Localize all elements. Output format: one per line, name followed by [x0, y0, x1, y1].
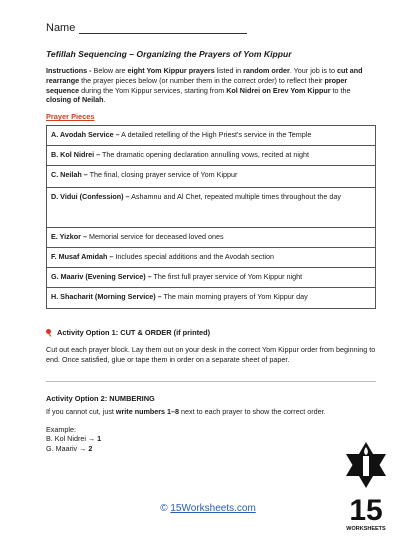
instructions-text: . Your job is to: [289, 66, 337, 75]
instructions-label: Instructions -: [46, 66, 94, 75]
activity-option-2-title: Activity Option 2: NUMBERING: [46, 393, 155, 403]
instructions-text: cut and rearrange: [46, 66, 363, 85]
activity-option-1-body: Cut out each prayer block. Lay them out on your desk in the correct Yom Kippur order from beginning to end. Once satisfied, glue or tape them in order on a separate sheet of paper.: [46, 345, 376, 364]
instructions-text: proper sequence: [46, 75, 348, 95]
activity-option-1-title: Activity Option 1: CUT & ORDER (if printed): [57, 328, 211, 338]
prayer-desc: Includes special additions and the Avodah section: [113, 252, 274, 262]
prayer-desc: Memorial service for deceased loved ones: [86, 232, 224, 242]
instructions-text: random order: [243, 66, 290, 75]
prayer-desc: The dramatic opening declaration annulling vows, recited at night: [100, 150, 309, 160]
example-number: 2: [88, 444, 93, 454]
prayer-list: [46, 125, 376, 309]
name-blank-line: [79, 23, 247, 34]
prayer-desc: Ashamnu and Al Chet, repeated multiple times throughout the day: [129, 192, 341, 202]
prayer-piece-b: [46, 145, 376, 165]
prayer-desc: The first full prayer service of Yom Kippur night: [151, 272, 303, 282]
star-of-david-icon: [346, 442, 386, 488]
worksheets-logo: [340, 438, 392, 538]
instructions-text: the prayer pieces below (or number them in the correct order) to reflect their: [79, 75, 325, 85]
prayer-desc: A detailed retelling of the High Priest's service in the Temple: [119, 130, 312, 140]
example-line-1: [46, 434, 370, 444]
instructions-text: Below are: [93, 66, 128, 75]
site-link[interactable]: 15Worksheets.com: [170, 503, 256, 514]
prayer-name: H. Shacharit (Morning Service) –: [51, 292, 162, 302]
instructions: [46, 66, 376, 105]
worksheet-title: Tefillah Sequencing – Organizing the Prayers of Yom Kippur: [46, 49, 292, 59]
example-text: G. Maariv →: [46, 444, 89, 454]
copyright-symbol: ©: [160, 503, 168, 514]
instructions-text: to the: [330, 85, 351, 95]
prayer-piece-e: [46, 227, 376, 247]
prayer-pieces-heading: Prayer Pieces: [46, 112, 95, 122]
activity-option-2-body: [46, 407, 370, 417]
prayer-name: G. Maariv (Evening Service) –: [51, 272, 152, 282]
prayer-name: D. Vidui (Confession) –: [51, 192, 130, 202]
name-label: Name: [46, 22, 76, 34]
activity-option-1-heading: [46, 328, 370, 337]
section-divider: [46, 381, 376, 382]
prayer-name: A. Avodah Service –: [51, 130, 120, 140]
logo-caption: WORKSHEETS: [346, 526, 386, 532]
instructions-text: listed in: [214, 66, 244, 75]
example-label: Example:: [46, 424, 76, 434]
prayer-piece-d: [46, 187, 376, 227]
prayer-name: B. Kol Nidrei –: [51, 150, 101, 160]
logo-number: 15: [349, 494, 383, 527]
prayer-desc: The main morning prayers of Yom Kippur day: [161, 292, 308, 302]
example-text: B. Kol Nidrei →: [46, 434, 98, 444]
prayer-piece-c: [46, 165, 376, 187]
example-line-2: [46, 444, 370, 454]
prayer-name: F. Musaf Amidah –: [51, 252, 114, 262]
activity-option-2-text: next to each prayer to show the correct order.: [179, 406, 326, 416]
prayer-name: E. Yizkor –: [51, 232, 87, 242]
example-block: [46, 425, 370, 454]
prayer-piece-f: [46, 247, 376, 267]
activity-option-2-text: write numbers 1–8: [115, 406, 180, 416]
name-row: [46, 18, 370, 34]
pushpin-icon: [46, 329, 53, 336]
prayer-name: C. Neilah –: [51, 170, 88, 180]
prayer-piece-a: [46, 125, 376, 145]
activity-option-2-text: If you cannot cut, just: [46, 406, 116, 416]
example-number: 1: [97, 434, 102, 444]
instructions-text: closing of Neilah: [46, 95, 104, 105]
prayer-piece-g: [46, 267, 376, 287]
instructions-text: Kol Nidrei on Erev Yom Kippur: [226, 85, 331, 95]
instructions-text: during the Yom Kippur services, starting from: [79, 85, 227, 95]
prayer-piece-h: [46, 287, 376, 309]
instructions-text: .: [103, 95, 106, 105]
instructions-text: eight Yom Kippur prayers: [127, 66, 215, 75]
prayer-desc: The final, closing prayer service of Yom Kippur: [87, 170, 238, 180]
